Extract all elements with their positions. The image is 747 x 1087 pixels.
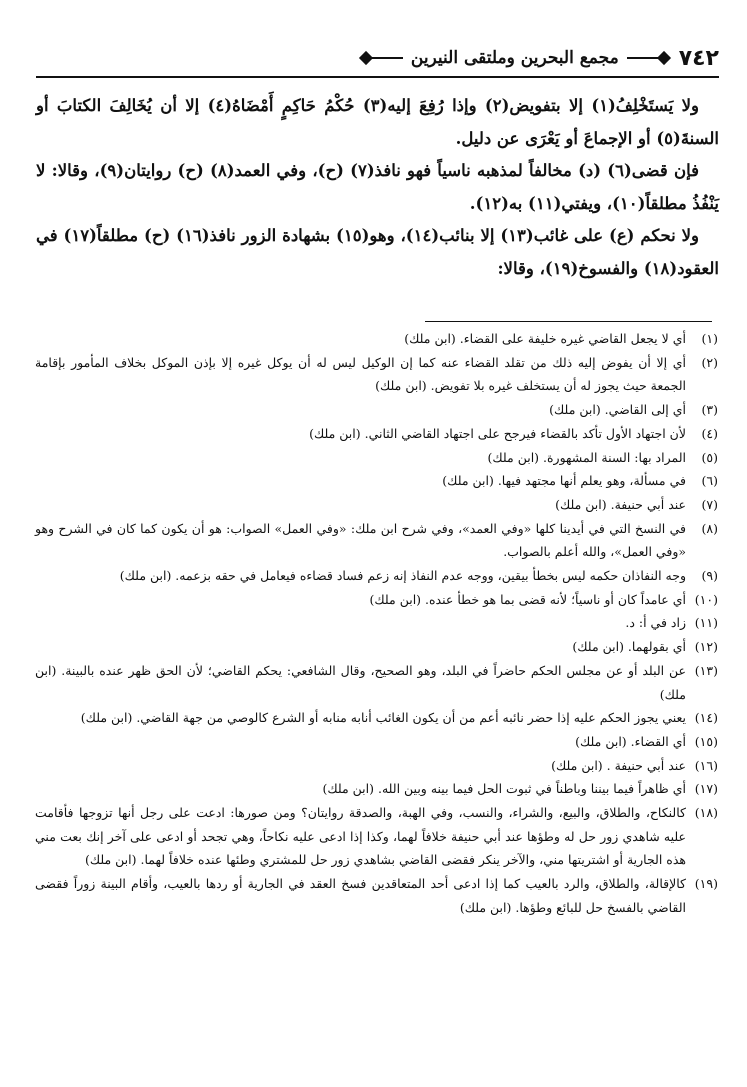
footnote-number: (٨) bbox=[701, 520, 718, 536]
footnote-text: أي بقولهما. (ابن ملك) bbox=[572, 639, 686, 655]
header-rule bbox=[36, 76, 719, 78]
main-paragraph: ولا نحكم (ع) على غائب(١٣) إلا بنائب(١٤)، وهو(١٥) بشهادة الزور نافذ(١٦) (ح) مطلقاً(١٧) في العقود(١٨) والفسوخ(١٩)، وقالا: bbox=[36, 226, 719, 278]
footnote-text: كالإقالة، والطلاق، والرد بالعيب كما إذا ادعى أحد المتعاقدين فسخ العقد في الجارية أو ردها بالعيب، وأقام البينة زوراً فقضى القاضي بالفسخ حل للبائع وطؤها. (ابن ملك) bbox=[35, 876, 686, 915]
footnote-text: يعني يجوز الحكم عليه إذا حضر نائبه أعم من أن يكون الغائب أنابه منابه أو الشرع كالوصي من جهة القاضي. (ابن ملك) bbox=[80, 710, 686, 726]
footnote bbox=[35, 754, 718, 778]
footnote-number: (٤) bbox=[701, 425, 718, 441]
main-text bbox=[36, 90, 719, 285]
footnote-text: أي إلا أن يفوض إليه ذلك من تقلد القضاء عنه كما إن الوكيل ليس له أن يوكل غيره إلا بإذن الموكل بخلاف المأمور بإقامة الجمعة حيث يجوز له أن يستخلف غيره بلا تفويض. (ابن ملك) bbox=[35, 354, 686, 394]
footnote bbox=[35, 872, 718, 919]
footnote bbox=[35, 493, 718, 517]
footnote-number: (٩) bbox=[701, 568, 718, 584]
footnote bbox=[35, 422, 718, 446]
running-title: مجمع البحرين وملتقى النيرين bbox=[410, 48, 619, 68]
footnote bbox=[35, 801, 718, 872]
footnote-number: (٣) bbox=[701, 402, 718, 418]
footnote-text: عن البلد أو عن مجلس الحكم حاضراً في البلد، وهو الصحيح، وقال الشافعي: يحكم القاضي؛ لأن الحق ظهر عنده بالبينة. (ابن ملك) bbox=[35, 662, 686, 702]
footnote-text: في النسخ التي في أيدينا كلها «وفي العمد»، وفي شرح ابن ملك: «وفي العمل» الصواب: هو أن يكون كما كان في الشرح وهو «وفي العمل»، والله أعلم بالصواب. bbox=[35, 520, 686, 560]
footnote bbox=[35, 564, 718, 588]
footnote-number: (١١) bbox=[694, 615, 718, 631]
footnote-text: المراد بها: السنة المشهورة. (ابن ملك) bbox=[487, 449, 686, 465]
footnote-number: (١٢) bbox=[694, 639, 718, 655]
diamond-ornament-icon bbox=[359, 51, 373, 65]
main-paragraph: فإن قضى(٦) (د) مخالفاً لمذهبه ناسياً فهو نافذ(٧) (ح)، وفي العمد(٨) (ح) روايتان(٩)، وقالا: لا يَنْفُذُ مطلقاً(١٠)، ويفتي(١١) به(١٢). bbox=[36, 161, 719, 213]
footnote-text: أي عامداً كان أو ناسياً؛ لأنه قضى بما هو خطأ عنده. (ابن ملك) bbox=[369, 591, 686, 607]
footnote bbox=[35, 469, 718, 493]
footnote-text: أي إلى القاضي. (ابن ملك) bbox=[549, 402, 686, 418]
footnote bbox=[35, 588, 718, 612]
footnote-text: لأن اجتهاد الأول تأكد بالقضاء فيرجح على اجتهاد القاضي الثاني. (ابن ملك) bbox=[309, 425, 686, 441]
footnotes bbox=[35, 327, 718, 920]
footnote-text: زاد في أ: د. bbox=[625, 615, 686, 631]
footnote bbox=[35, 611, 718, 635]
footnote-number: (١٨) bbox=[694, 805, 718, 821]
footnote bbox=[35, 327, 718, 351]
footnote bbox=[35, 659, 718, 706]
ornament-line bbox=[371, 57, 403, 59]
footnote-text: عند أبي حنيفة. (ابن ملك) bbox=[555, 496, 686, 512]
footnote-number: (١٠) bbox=[694, 591, 718, 607]
ornament-line bbox=[627, 57, 659, 59]
footnote-number: (١٤) bbox=[694, 710, 718, 726]
footnote-number: (٧) bbox=[701, 496, 718, 512]
footnote-number: (١٩) bbox=[694, 876, 718, 892]
diamond-ornament-icon bbox=[657, 51, 671, 65]
footnote-number: (١٦) bbox=[694, 757, 718, 773]
footnote-text: أي لا يجعل القاضي غيره خليفة على القضاء. (ابن ملك) bbox=[404, 331, 686, 346]
footnote-number: (١٧) bbox=[694, 781, 718, 797]
footnote-text: أي ظاهراً فيما بيننا وباطناً في ثبوت الحل فيما بينه وبين الله. (ابن ملك) bbox=[322, 781, 686, 797]
footnote bbox=[35, 777, 718, 801]
footnote bbox=[35, 398, 718, 422]
footnote bbox=[35, 706, 718, 730]
footnote-number: (١٣) bbox=[694, 662, 718, 678]
footnote-number: (٥) bbox=[701, 449, 718, 465]
footnote bbox=[35, 351, 718, 398]
footnote bbox=[35, 730, 718, 754]
page-number: ٧٤٢ bbox=[678, 45, 719, 71]
footnote-text: عند أبي حنيفة . (ابن ملك) bbox=[551, 757, 686, 773]
footnote-number: (١) bbox=[701, 331, 718, 346]
footnote bbox=[35, 517, 718, 564]
footnote-text: في مسألة، وهو يعلم أنها مجتهد فيها. (ابن ملك) bbox=[442, 473, 686, 489]
footnote-number: (٢) bbox=[701, 354, 718, 370]
page-header bbox=[34, 40, 719, 76]
main-paragraph: ولا يَستَخْلِفُ(١) إلا بتفويض(٢) وإذا رُفِعَ إليه(٣) حُكْمُ حَاكِمٍ أَمْضَاهُ(٤) إلا أن يُخَالِفَ الكتابَ أو السنةَ(٥) أو الإجماعَ أو يَعْرَى عن دليل. bbox=[36, 96, 719, 148]
footnote-number: (١٥) bbox=[694, 733, 718, 749]
footnote bbox=[35, 446, 718, 470]
footnote-text: أي القضاء. (ابن ملك) bbox=[575, 733, 686, 749]
footnote-text: كالنكاح، والطلاق، والبيع، والشراء، والنسب، وفي الهبة، والصدقة روايتان؟ ومن صورها: ادعت على رجل أنها تزوجها فأقامت عليه شاهدي زور حل له وطؤها عند أبي حنيفة خلافاً لهما، وكذا إذا ادعى عليه نكاحاً، وهي تجحد أو ادعى على آخر إنك بعت مني هذه الجارية أو اشتريتها مني، والآخر ينكر فقضى القاضي بشاهدي زور حل للمشتري وطئها عنده خلافاً لهما. (ابن ملك) bbox=[35, 805, 686, 868]
footnote-number: (٦) bbox=[701, 473, 718, 489]
footnote bbox=[35, 635, 718, 659]
footnote-text: وجه النفاذان حكمه ليس بخطأ بيقين، ووجه عدم النفاذ إنه زعم فساد قضاءه فيعامل في حقه بزعمه. (ابن ملك) bbox=[119, 568, 686, 584]
